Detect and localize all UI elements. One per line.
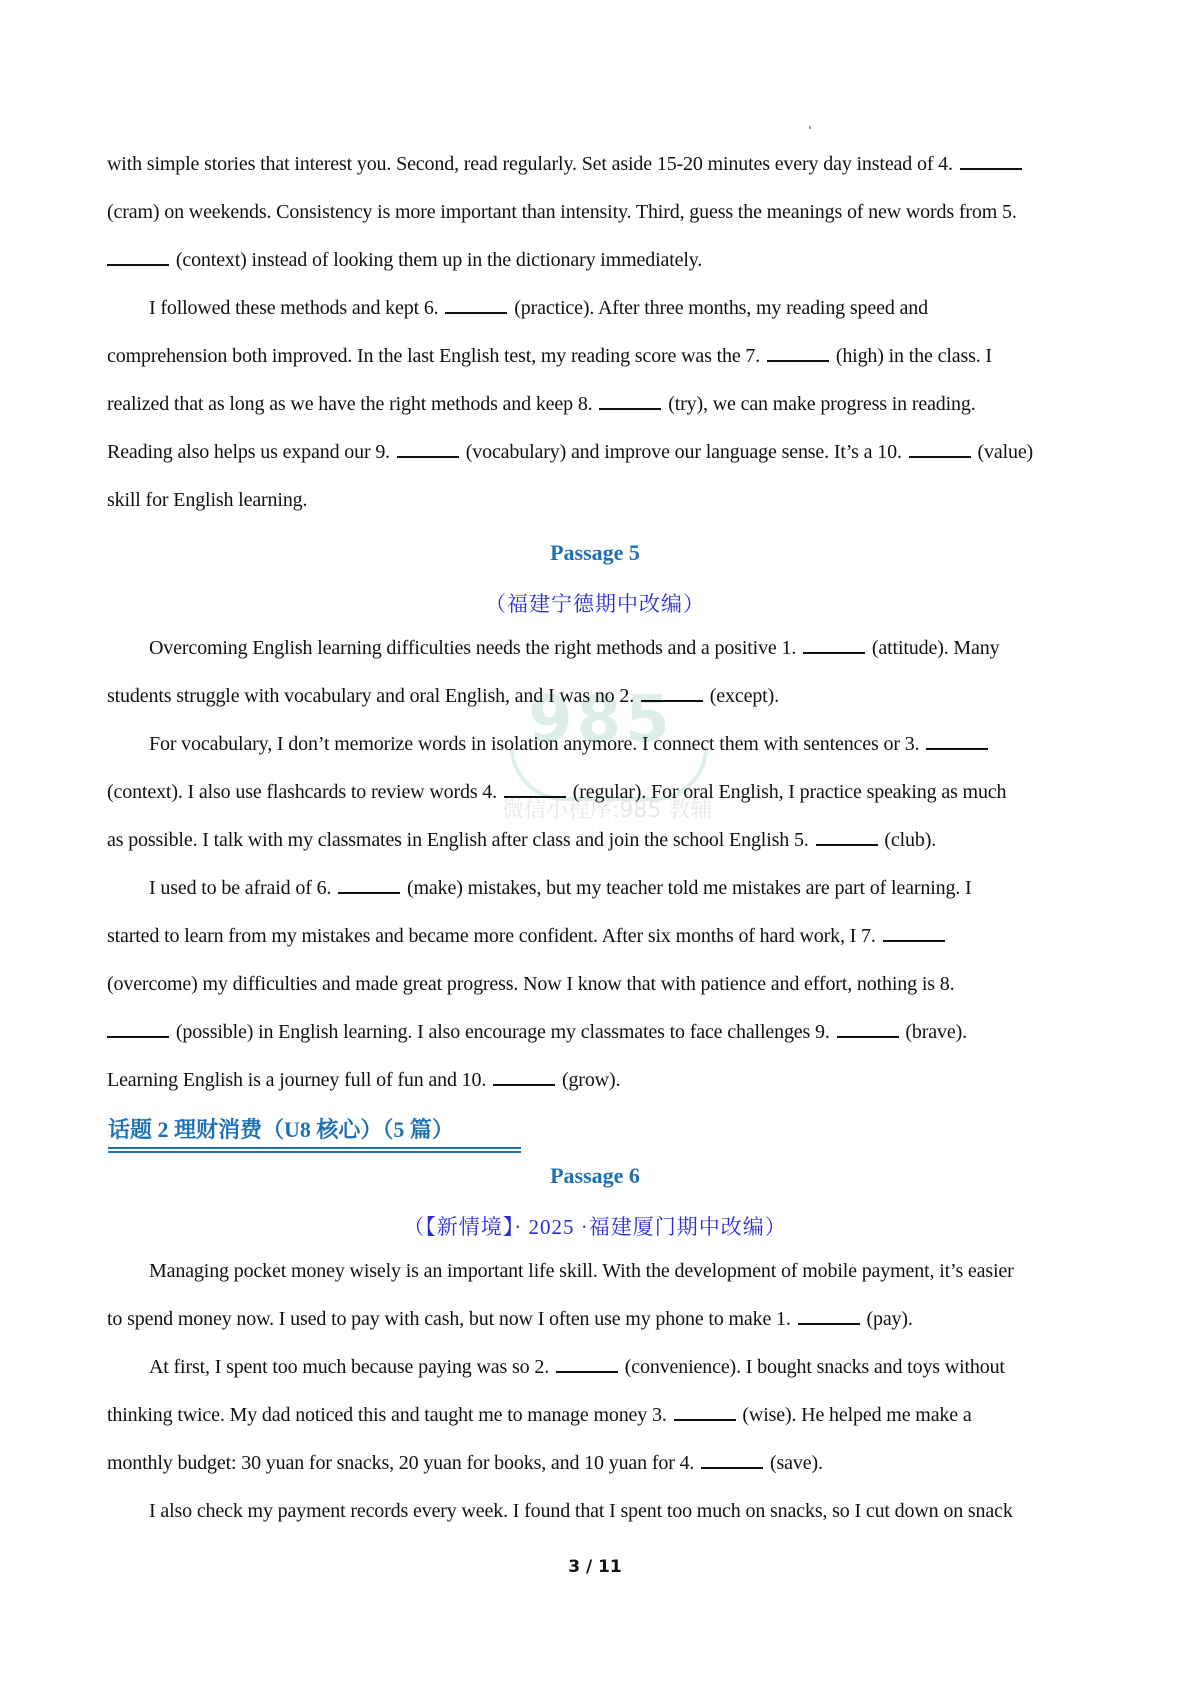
answer-blank-10[interactable] [493,1068,555,1086]
answer-blank-7[interactable] [767,344,829,362]
answer-blank-5[interactable] [816,828,878,846]
text-line: Overcoming English learning difficulties needs the right methods and a positive 1. (attitude). Many [149,637,1000,659]
answer-blank-5[interactable] [107,248,169,266]
text-line: (possible) in English learning. I also encourage my classmates to face challenges 9. (brave). [107,1020,967,1044]
text-line: with simple stories that interest you. Second, read regularly. Set aside 15-20 minutes every day instead of 4. [107,152,1024,176]
text-line: (cram) on weekends. Consistency is more important than intensity. Third, guess the meanings of new words from 5. [107,201,1017,223]
answer-blank-3[interactable] [674,1403,736,1421]
answer-blank-6[interactable] [338,876,400,894]
text-line: monthly budget: 30 yuan for snacks, 20 yuan for books, and 10 yuan for 4. (save). [107,1452,823,1474]
answer-blank-1[interactable] [798,1307,860,1325]
answer-blank-4[interactable] [504,780,566,798]
text-line: Learning English is a journey full of fun and 10. (grow). [107,1069,621,1091]
answer-blank-1[interactable] [803,636,865,654]
answer-blank-4[interactable] [701,1451,763,1469]
text-line: Managing pocket money wisely is an important life skill. With the development of mobile payment, it’s easier [149,1260,1014,1282]
passage6-title: Passage 6 [550,1163,640,1188]
answer-blank-2[interactable] [556,1355,618,1373]
text-line: I used to be afraid of 6. (make) mistakes, but my teacher told me mistakes are part of learning. I [149,877,972,899]
passage5-title: Passage 5 [550,540,640,565]
text-line: (context). I also use flashcards to review words 4. (regular). For oral English, I practice speaking as much [107,781,1007,803]
text-line: as possible. I talk with my classmates in English after class and join the school English 5. (club). [107,829,937,851]
topic-heading[interactable]: 话题 2 理财消费（U8 核心）（5 篇） [108,1113,521,1149]
passage5-source: （福建宁德期中改编） [485,592,705,616]
text-line: I followed these methods and kept 6. (practice). After three months, my reading speed and [149,297,928,319]
text-line: started to learn from my mistakes and became more confident. After six months of hard work, I 7. [107,924,947,948]
answer-blank-6[interactable] [445,296,507,314]
text-line: students struggle with vocabulary and oral English, and I was no 2. (except). [107,685,779,707]
watermark-text: 微信小程序:985 教辅 [502,798,713,823]
text-line: to spend money now. I used to pay with cash, but now I often use my phone to make 1. (pay). [107,1308,913,1330]
text-line: thinking twice. My dad noticed this and taught me to manage money 3. (wise). He helped me make a [107,1404,972,1426]
answer-blank-9[interactable] [397,440,459,458]
answer-blank-4[interactable] [960,152,1022,170]
text-line: At first, I spent too much because paying was so 2. (convenience). I bought snacks and toys without [149,1356,1005,1378]
text-line: For vocabulary, I don’t memorize words in isolation anymore. I connect them with sentences or 3. [149,732,990,756]
text-line: comprehension both improved. In the last English test, my reading score was the 7. (high) in the class. I [107,345,992,367]
answer-blank-3[interactable] [926,732,988,750]
answer-blank-7[interactable] [883,924,945,942]
text-line: Reading also helps us expand our 9. (vocabulary) and improve our language sense. It’s a 10. (value) [107,441,1034,463]
text-line: I also check my payment records every week. I found that I spent too much on snacks, so I cut down on snack [149,1500,1013,1522]
text-line: (context) instead of looking them up in the dictionary immediately. [107,248,702,272]
answer-blank-8[interactable] [107,1020,169,1038]
answer-blank-10[interactable] [909,440,971,458]
text-line: skill for English learning. [107,489,308,511]
passage6-source: （【新情境】· 2025 ·福建厦门期中改编） [403,1215,787,1239]
answer-blank-8[interactable] [599,392,661,410]
text-line: (overcome) my difficulties and made great progress. Now I know that with patience and effort, nothing is 8. [107,973,955,995]
answer-blank-2[interactable] [641,684,703,702]
scan-speck [809,126,811,129]
text-line: realized that as long as we have the right methods and keep 8. (try), we can make progress in reading. [107,393,976,415]
page-number: 3 / 11 [568,1557,622,1577]
watermark-logo: 985 [528,683,674,757]
answer-blank-9[interactable] [837,1020,899,1038]
